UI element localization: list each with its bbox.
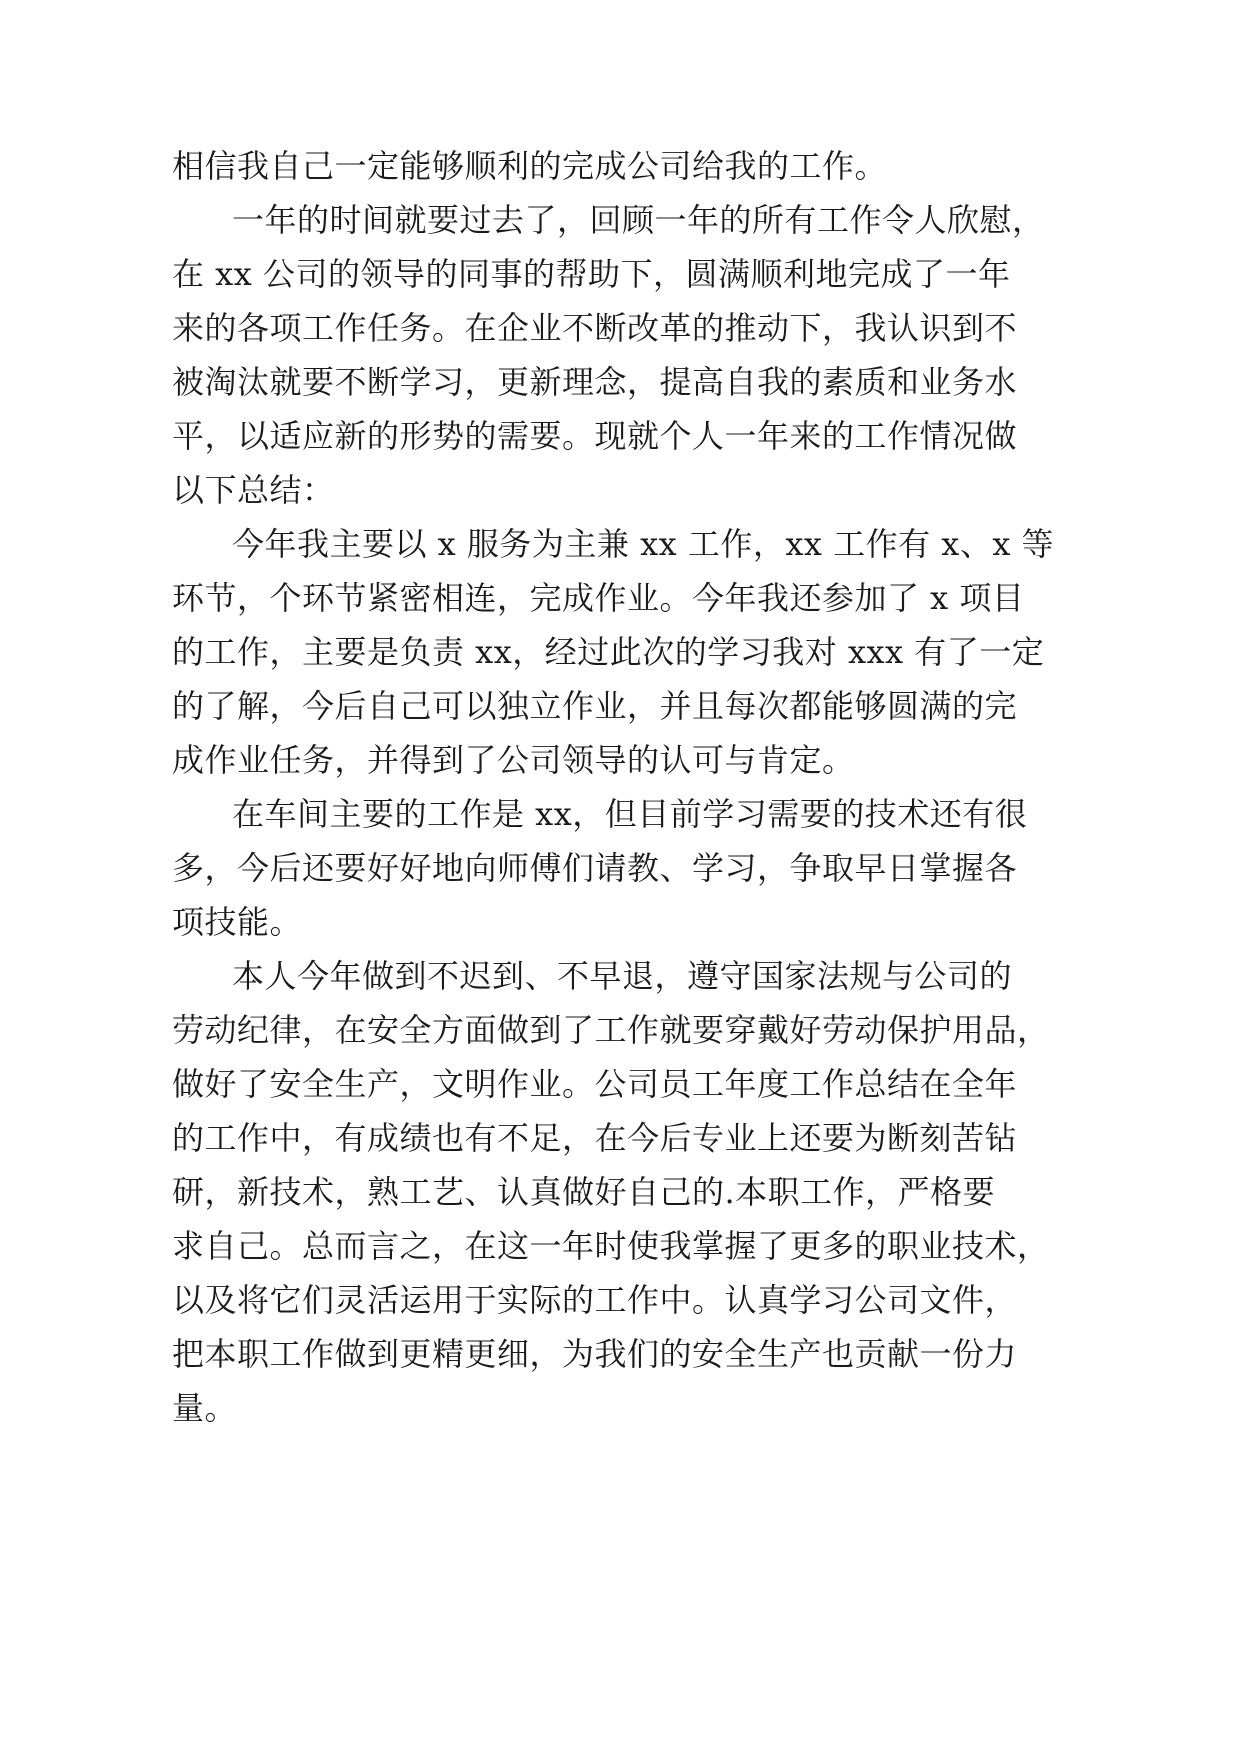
text-line: 劳动纪律，在安全方面做到了工作就要穿戴好劳动保护用品，	[172, 1011, 1050, 1049]
text-line: 的工作中，有成绩也有不足，在今后专业上还要为断刻苦钻	[172, 1119, 1018, 1157]
text-line: 以及将它们灵活运用于实际的工作中。认真学习公司文件，	[172, 1281, 1018, 1319]
text-line: 环节，个环节紧密相连，完成作业。今年我还参加了 x 项目	[172, 579, 1025, 617]
text-line: 多，今后还要好好地向师傅们请教、学习，争取早日掌握各	[172, 849, 1018, 887]
text-line: 今年我主要以 x 服务为主兼 xx 工作，xx 工作有 x、x 等	[232, 525, 1055, 563]
text-line: 研，新技术，熟工艺、认真做好自己的.本职工作，严格要	[172, 1173, 996, 1211]
text-line: 以下总结：	[172, 471, 335, 509]
text-line: 的工作，主要是负责 xx，经过此次的学习我对 xxx 有了一定	[172, 633, 1045, 671]
text-line: 量。	[172, 1389, 238, 1427]
text-line: 在车间主要的工作是 xx，但目前学习需要的技术还有很	[232, 795, 1028, 833]
text-line: 求自己。总而言之，在这一年时使我掌握了更多的职业技术，	[172, 1227, 1050, 1265]
text-line: 本人今年做到不迟到、不早退，遵守国家法规与公司的	[232, 957, 1013, 995]
text-line: 一年的时间就要过去了，回顾一年的所有工作令人欣慰，	[232, 201, 1045, 239]
text-line: 项技能。	[172, 903, 303, 941]
text-line: 在 xx 公司的领导的同事的帮助下，圆满顺利地完成了一年	[172, 255, 1011, 293]
text-line: 平，以适应新的形势的需要。现就个人一年来的工作情况做	[172, 417, 1018, 455]
text-line: 把本职工作做到更精更细，为我们的安全生产也贡献一份力	[172, 1335, 1018, 1373]
text-line: 的了解，今后自己可以独立作业，并且每次都能够圆满的完	[172, 687, 1018, 725]
text-line: 成作业任务，并得到了公司领导的认可与肯定。	[172, 741, 855, 779]
text-line: 被淘汰就要不断学习，更新理念，提高自我的素质和业务水	[172, 363, 1018, 401]
text-line: 相信我自己一定能够顺利的完成公司给我的工作。	[172, 147, 888, 185]
text-line: 做好了安全生产，文明作业。公司员工年度工作总结在全年	[172, 1065, 1018, 1103]
text-line: 来的各项工作任务。在企业不断改革的推动下，我认识到不	[172, 309, 1018, 347]
